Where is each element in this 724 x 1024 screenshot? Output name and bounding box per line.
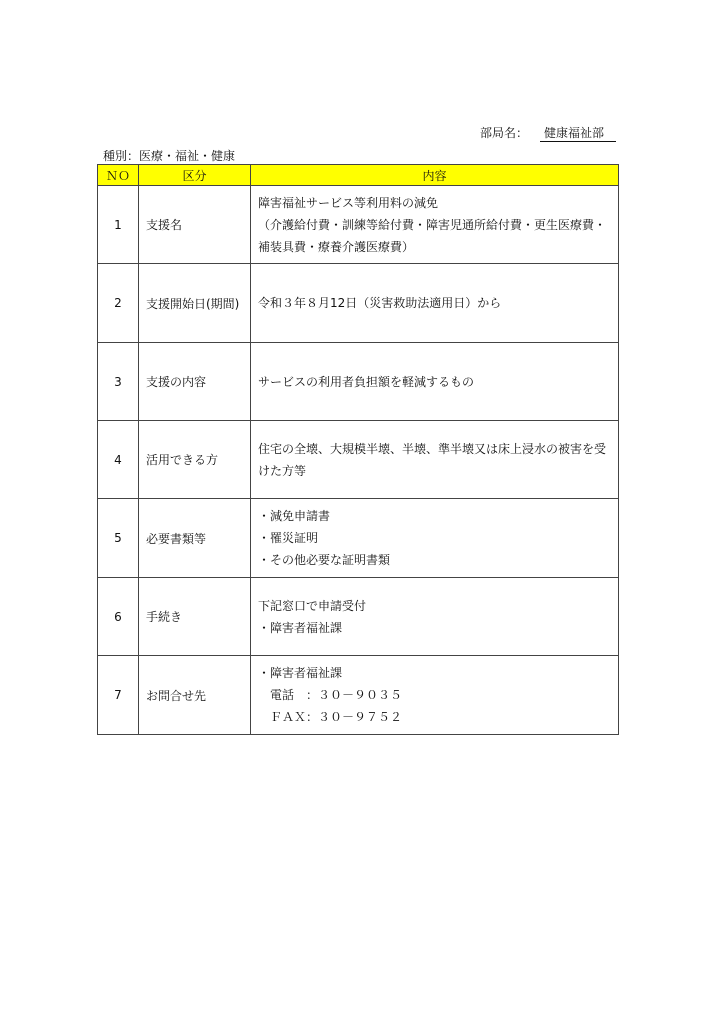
row-category: 支援名 (139, 186, 251, 264)
content-line: 障害福祉サービス等利用料の減免 (258, 195, 439, 210)
header-content: 内容 (251, 165, 619, 186)
table-row (98, 186, 619, 264)
content-line: 電話 ：３０－９０３５ (258, 688, 403, 702)
support-info-table (97, 164, 619, 735)
content-line: ・障害者福祉課 (258, 666, 343, 680)
content-line: 令和３年８月12日（災害救助法適用日）から (258, 296, 502, 310)
content-line: ・障害者福祉課 (258, 620, 343, 635)
row-number: 1 (98, 186, 139, 264)
row-category: お問合せ先 (139, 656, 251, 735)
row-category: 手続き (139, 578, 251, 656)
content-line: ・罹災証明 (258, 531, 319, 545)
header-no: ＮＯ (98, 165, 139, 186)
department-line (480, 124, 616, 142)
content-line: 住宅の全壊、大規模半壊、半壊、準半壊又は床上浸水の被害を受 (258, 441, 607, 456)
row-content (251, 186, 619, 264)
table-header-row (98, 165, 619, 186)
content-line: ・減免申請書 (258, 509, 331, 523)
row-content (251, 421, 619, 499)
header-category: 区分 (139, 165, 251, 186)
table-row (98, 656, 619, 735)
row-content (251, 264, 619, 343)
table-row (98, 421, 619, 499)
table-row (98, 578, 619, 656)
row-category: 支援の内容 (139, 343, 251, 421)
content-line: けた方等 (258, 463, 307, 478)
row-number: 7 (98, 656, 139, 735)
content-line: ＦＡＸ：３０－９７５２ (258, 710, 403, 724)
content-line: サービスの利用者負担額を軽減するもの (258, 374, 475, 389)
row-category: 支援開始日(期間) (139, 264, 251, 343)
table-row (98, 264, 619, 343)
row-content (251, 578, 619, 656)
table-row (98, 499, 619, 578)
content-line: 下記窓口で申請受付 (258, 598, 367, 613)
row-number: 5 (98, 499, 139, 578)
row-content (251, 499, 619, 578)
category-label: 種別：医療・福祉・健康 (103, 149, 236, 163)
row-category: 必要書類等 (139, 499, 251, 578)
content-line: ・その他必要な証明書類 (258, 553, 391, 567)
content-line: （介護給付費・訓練等給付費・障害児通所給付費・更生医療費・ (258, 217, 607, 232)
content-line: 補装具費・療養介護医療費） (258, 239, 415, 254)
row-content (251, 343, 619, 421)
row-number: 3 (98, 343, 139, 421)
row-category: 活用できる方 (139, 421, 251, 499)
table-row (98, 343, 619, 421)
row-number: 4 (98, 421, 139, 499)
department-label: 部局名： (480, 126, 529, 140)
row-number: 6 (98, 578, 139, 656)
row-content (251, 656, 619, 735)
department-name: 健康福祉部 (540, 126, 616, 142)
row-number: 2 (98, 264, 139, 343)
